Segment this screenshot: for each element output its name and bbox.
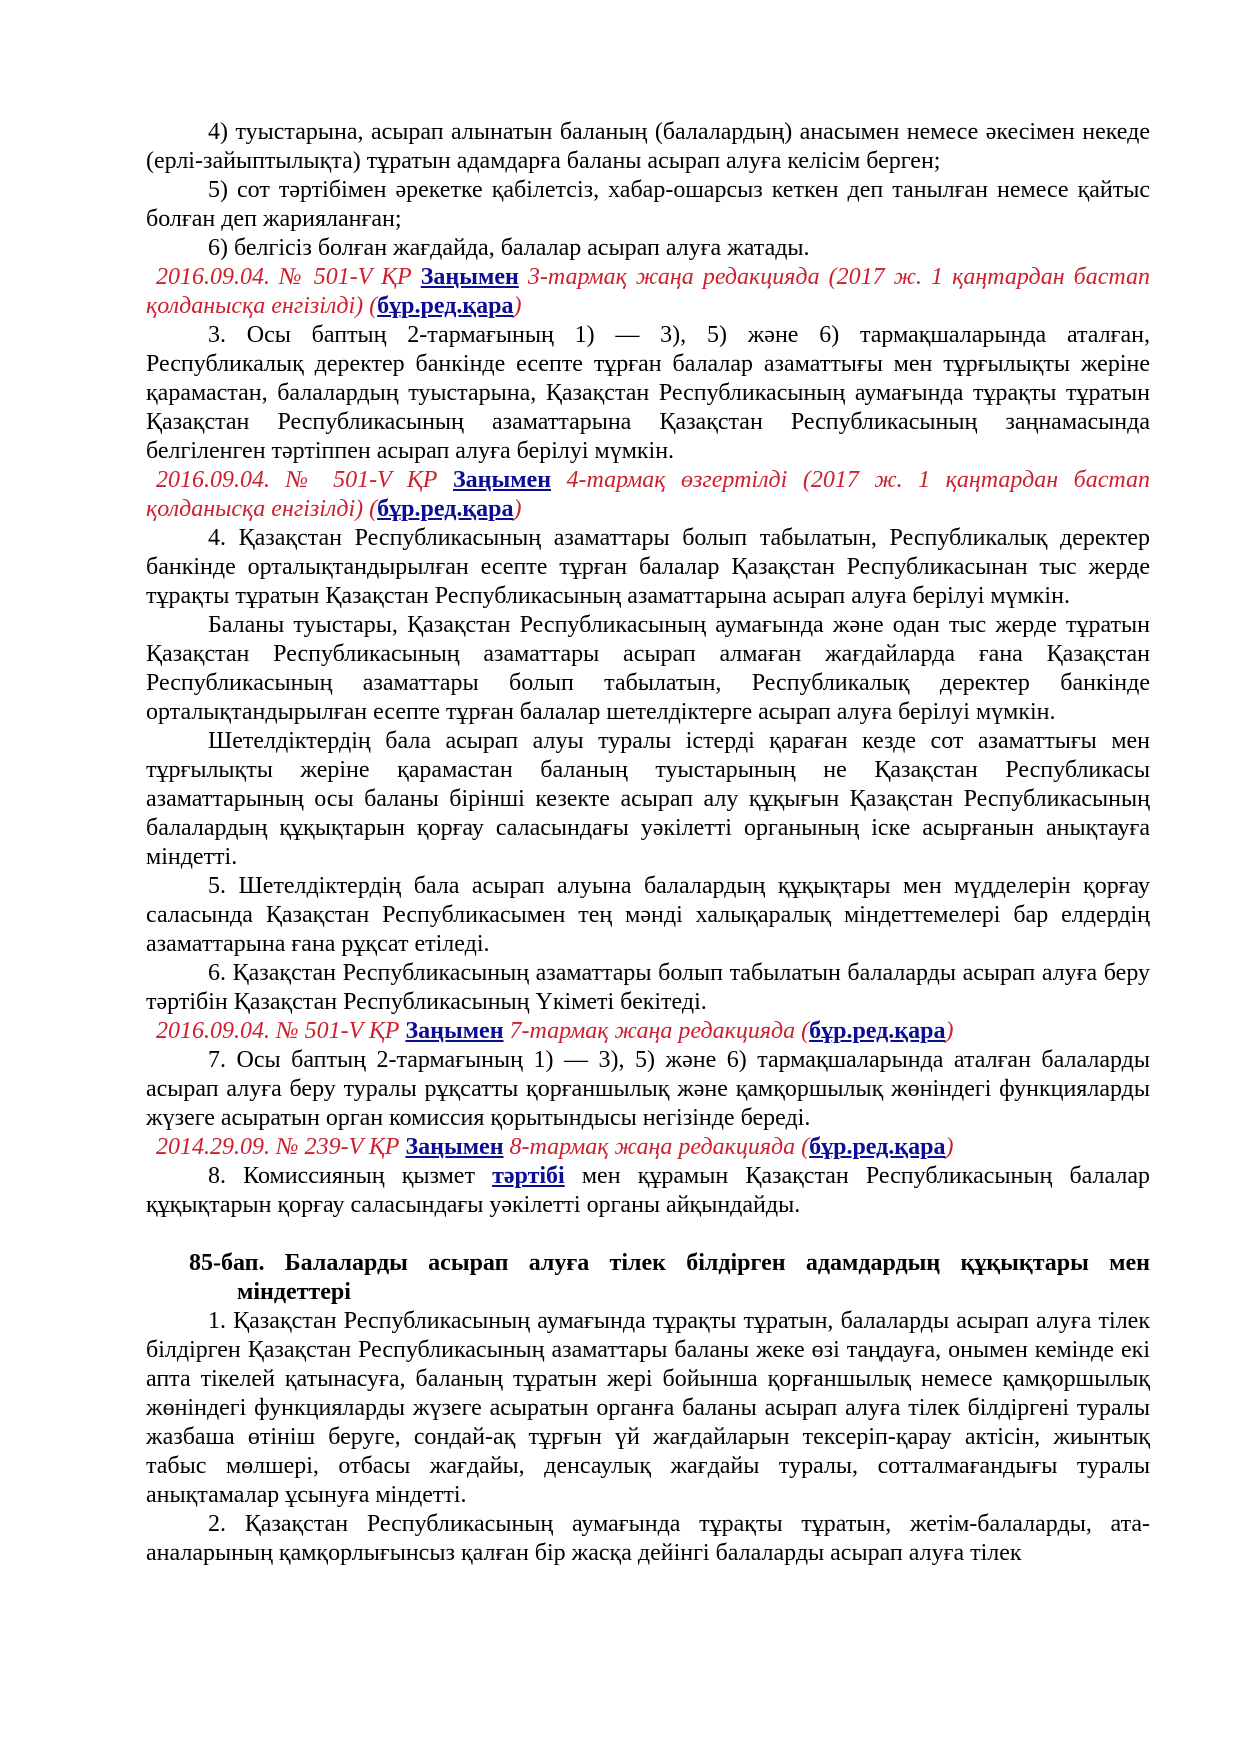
prev-edition-link[interactable]: бұр.ред.қара <box>809 1018 946 1044</box>
amendment-text: 2014.29.09. № 239-V ҚР <box>156 1134 406 1160</box>
paragraph-text: 8. Комиссияның қызмет <box>208 1163 493 1189</box>
tartibi-link[interactable]: тәртібі <box>492 1163 565 1189</box>
amendment-text: 2016.09.04. № 501-V ҚР <box>156 1018 406 1044</box>
amendment-text: ) <box>513 293 522 319</box>
paragraph-point-4-part-3: Шетелдіктердің бала асырап алуы туралы істерді қараған кезде сот азаматтығы мен тұрғылықты жеріне қарамастан баланың туыстарының не Қазақстан Республикасы азаматтарының осы баланы бірінші кезекте асырап алу құқығын Қазақстан Республикасының балалардың құқықтарын қорғау саласындағы уәкілетті органының іске асырғанын анықтауға міндетті. <box>146 728 1150 870</box>
prev-edition-link[interactable]: бұр.ред.қара <box>377 293 514 319</box>
paragraph-point-5: 5. Шетелдіктердің бала асырап алуына балалардың құқықтары мен мүдделерін қорғау саласында Қазақстан Республикасымен тең мәнді халықаралық міндеттемелері бар елдердің азаматтарына ғана рұқсат етіледі. <box>146 873 1150 957</box>
amendment-text: ) <box>945 1134 954 1160</box>
amendment-text: 2016.09.04. № 501-V ҚР <box>156 467 453 493</box>
amendment-note-point-3 <box>146 263 1150 321</box>
paragraph-point-8 <box>146 1162 1150 1220</box>
paragraph-subpoint-4: 4) туыстарына, асырап алынатын баланың (балалардың) анасымен немесе әкесімен некеде (ерлі-зайыптылықта) тұратын адамдарға баланы асырап алуға келісім берген; <box>146 119 1150 174</box>
amendment-text: ) <box>945 1018 954 1044</box>
amendment-text: 7-тармақ жаңа редакцияда ( <box>503 1018 810 1044</box>
paragraph-text: мен құрамын Қазақстан Республикасының балалар құқықтарын қорғау саласындағы уәкілетті органы айқындайды. <box>146 1163 1151 1218</box>
prev-edition-link[interactable]: бұр.ред.қара <box>377 496 514 522</box>
paragraph-article-85-point-1: 1. Қазақстан Республикасының аумағында тұрақты тұратын, балаларды асырап алуға тілек білдірген Қазақстан Республикасының азаматтары баланы жеке өзі таңдауға, онымен кемінде екі апта тікелей қатынасуға, баланың тұратын жері бойынша қорғаншылық немесе қамқоршылық жөніндегі функцияларды жүзеге асыратын органға баланы асырап алуға тілек білдіргені туралы жазбаша өтініш беруге, сондай-ақ тұрғын үй жағдайларын тексеріп-қарау актісін, жиынтық табыс мөлшері, отбасы жағдайы, денсаулық жағдайы туралы, сотталмағандығы туралы анықтамалар ұсынуға міндетті. <box>146 1308 1150 1508</box>
article-85-heading: 85-бап. Балаларды асырап алуға тілек білдірген адамдардың құқықтары мен міндеттері <box>189 1250 1150 1305</box>
paragraph-article-85-point-2: 2. Қазақстан Республикасының аумағында тұрақты тұратын, жетім-балаларды, ата-аналарының қамқорлығынсыз қалған бір жасқа дейінгі балаларды асырап алуға тілек <box>146 1511 1150 1566</box>
zanymen-link[interactable]: Заңымен <box>420 264 519 290</box>
paragraph-subpoint-6: 6) белгісіз болған жағдайда, балалар асырап алуға жатады. <box>208 235 810 261</box>
paragraph-point-4-part-2: Баланы туыстары, Қазақстан Республикасының аумағында және одан тыс жерде тұратын Қазақстан Республикасының азаматтары асырап алмаған жағдайларда ғана Қазақстан Республикасының азаматтары болып табылатын, Республикалық деректер банкінде орталықтандырылған есепте тұрған балалар шетелдіктерге асырап алуға берілуі мүмкін. <box>146 612 1150 725</box>
amendment-text: 4-тармақ өзгертілді (2017 ж. 1 қаңтардан бастап қолданысқа енгізілді) ( <box>146 467 1151 522</box>
amendment-note-point-4 <box>146 466 1150 524</box>
prev-edition-link[interactable]: бұр.ред.қара <box>809 1134 946 1160</box>
zanymen-link[interactable]: Заңымен <box>405 1018 504 1044</box>
paragraph-point-7: 7. Осы баптың 2-тармағының 1) — 3), 5) және 6) тармақшаларында аталған балаларды асырап алуға беру туралы рұқсатты қорғаншылық және қамқоршылық жөніндегі функцияларды жүзеге асыратын орган комиссия қорытындысы негізінде береді. <box>146 1047 1150 1131</box>
amendment-text: 8-тармақ жаңа редакцияда ( <box>503 1134 810 1160</box>
amendment-text: 2016.09.04. № 501-V ҚР <box>156 264 421 290</box>
zanymen-link[interactable]: Заңымен <box>452 467 552 493</box>
amendment-note-point-8 <box>146 1133 1150 1162</box>
paragraph-point-4: 4. Қазақстан Республикасының азаматтары болып табылатын, Республикалық деректер банкінде орталықтандырылған есепте тұрған балалар Қазақстан Республикасынан тыс жерде тұрақты тұратын Қазақстан Республикасының азаматтарына асырап алуға берілуі мүмкін. <box>146 525 1150 609</box>
paragraph-subpoint-5: 5) сот тәртібімен әрекетке қабілетсіз, хабар-ошарсыз кеткен деп танылған немесе қайтыс болған деп жарияланған; <box>146 177 1150 232</box>
paragraph-point-6: 6. Қазақстан Республикасының азаматтары болып табылатын балаларды асырап алуға беру тәртібін Қазақстан Республикасының Үкіметі бекітеді. <box>146 960 1150 1015</box>
amendment-text: 3-тармақ жаңа редакцияда (2017 ж. 1 қаңтардан бастап қолданысқа енгізілді) ( <box>146 264 1150 319</box>
amendment-text: ) <box>513 496 522 522</box>
zanymen-link[interactable]: Заңымен <box>405 1134 504 1160</box>
paragraph-point-3: 3. Осы баптың 2-тармағының 1) — 3), 5) және 6) тармақшаларында аталған, Республикалық деректер банкінде есепте тұрған балалар азаматтығы мен тұрғылықты жеріне қарамастан, балалардың туыстарына, Қазақстан Республикасының аумағында тұрақты тұратын Қазақстан Республикасының азаматтарына Қазақстан Республикасының заңнамасында белгіленген тәртіппен асырап алуға берілуі мүмкін. <box>146 322 1150 464</box>
amendment-note-point-7 <box>146 1017 1150 1046</box>
